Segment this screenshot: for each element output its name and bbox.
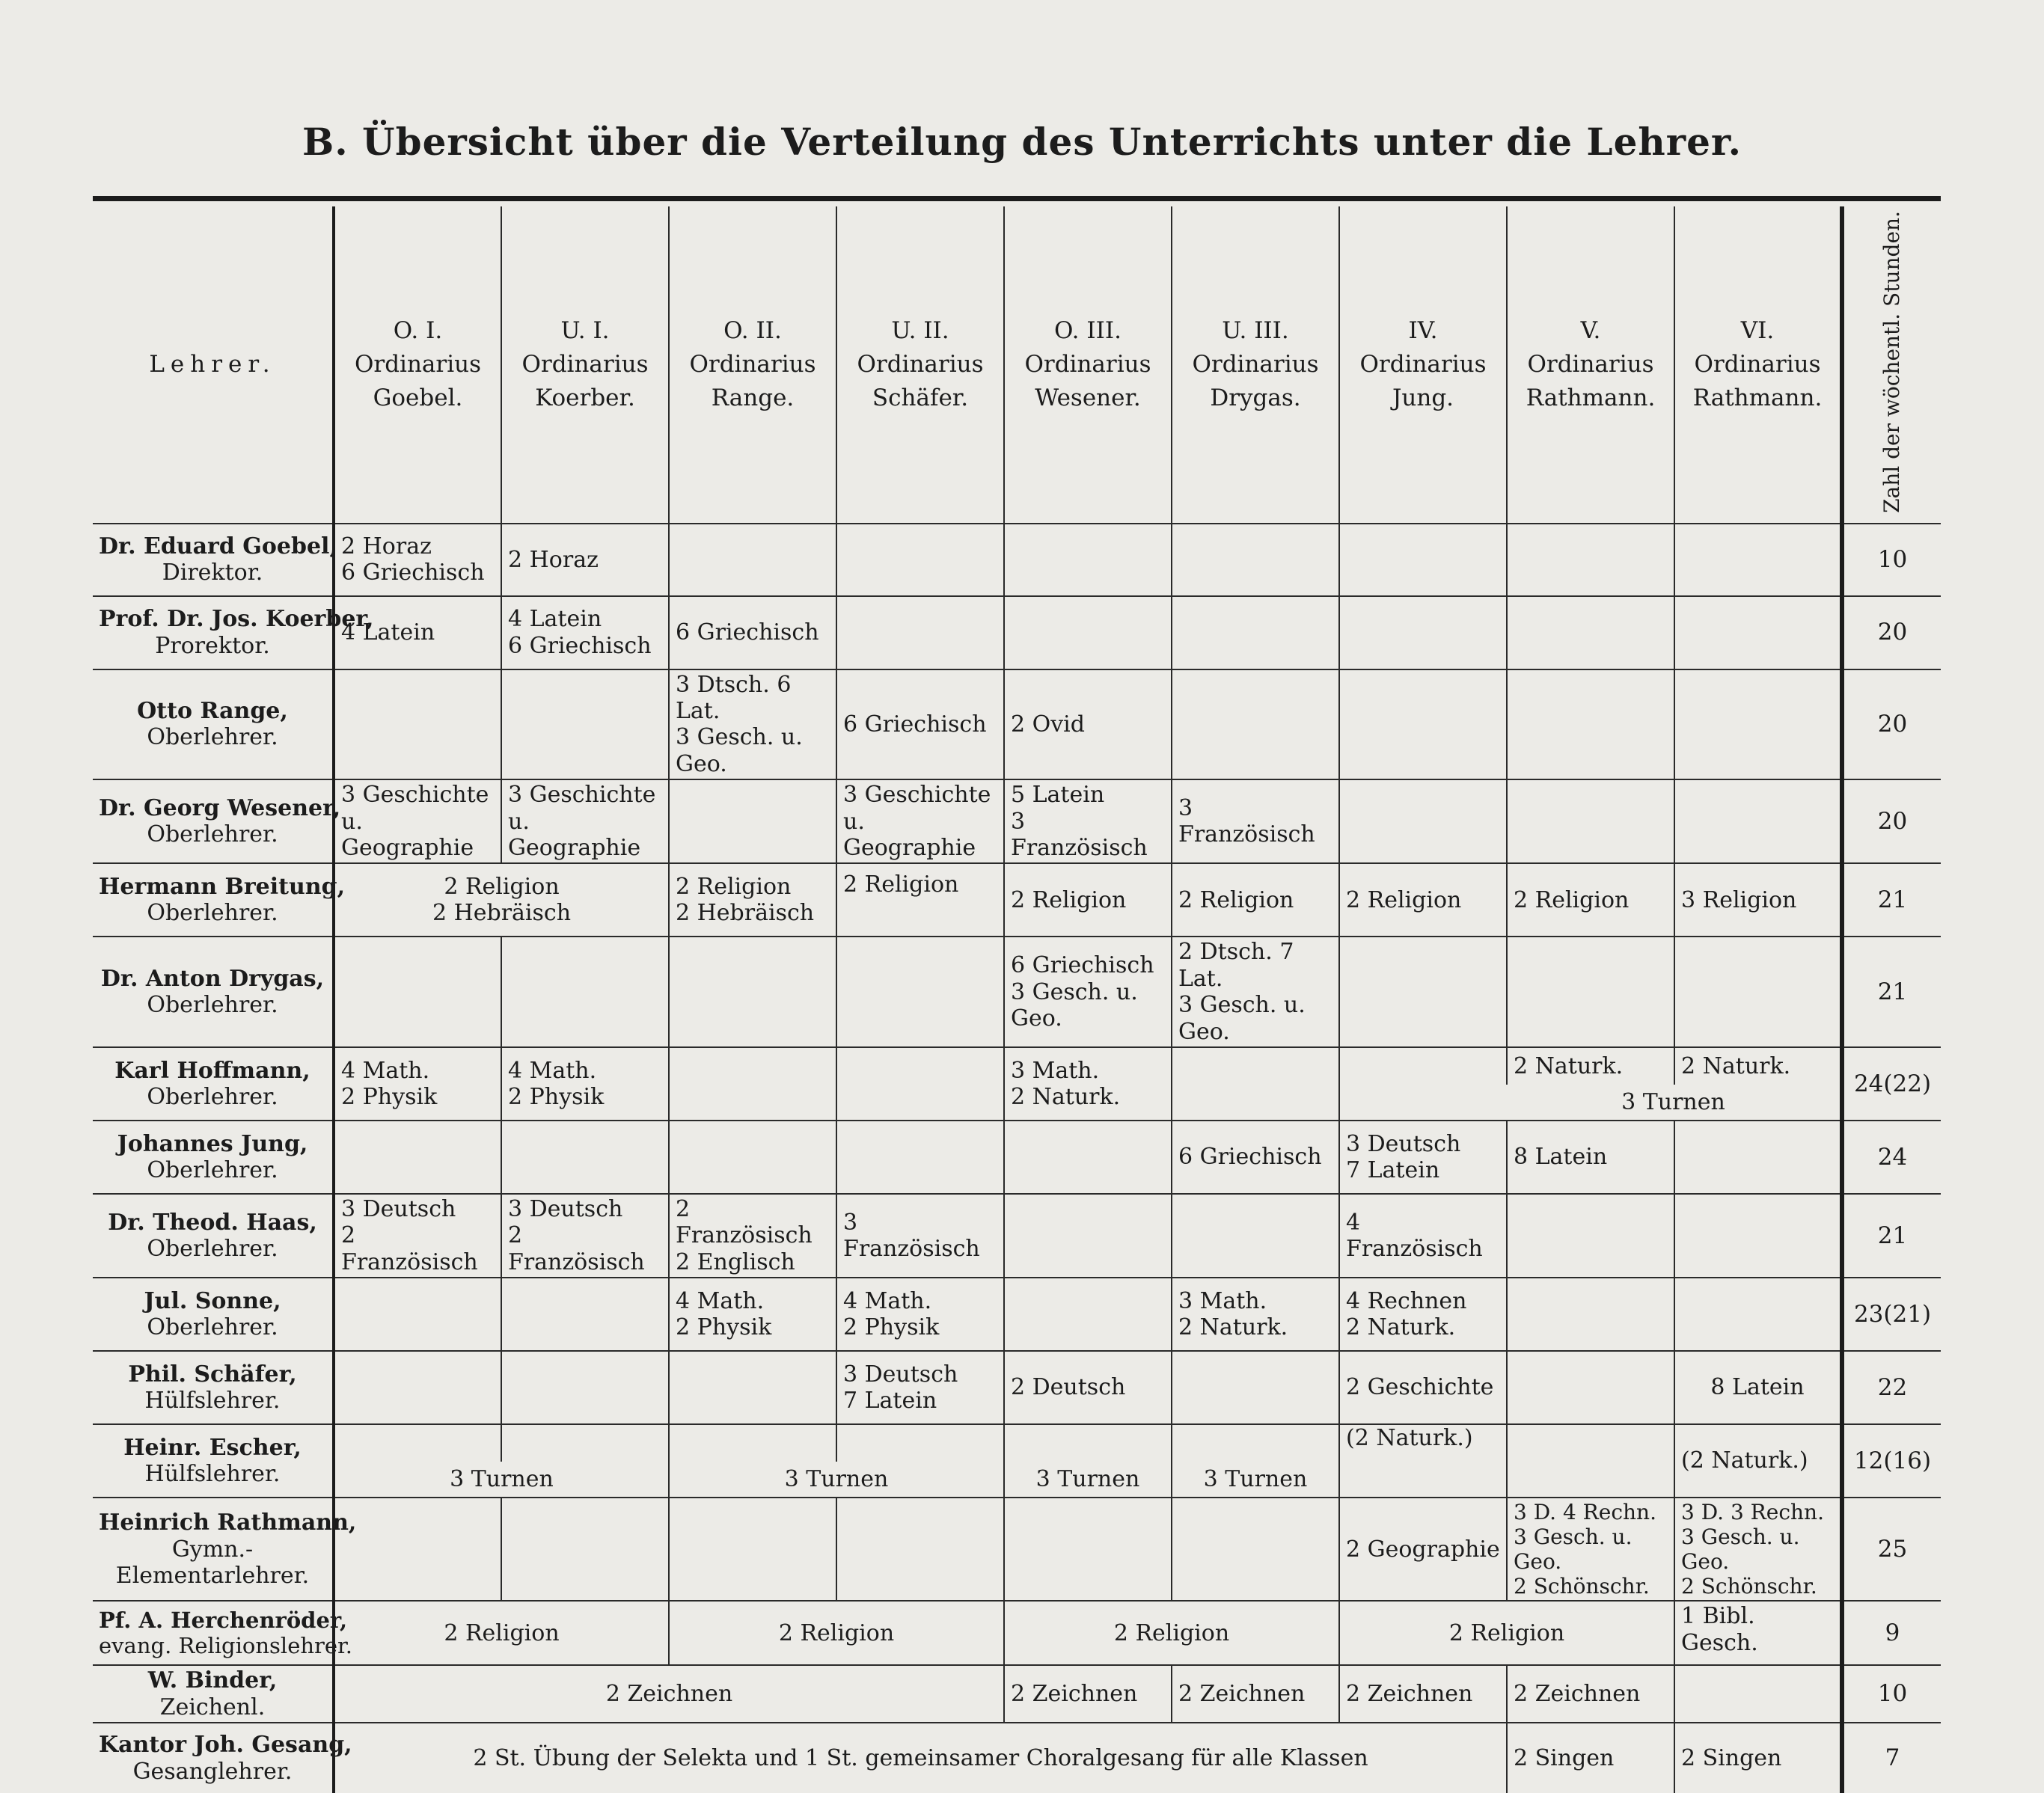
lesson-cell: 2 Deutsch (1004, 1351, 1172, 1424)
lesson-cell (1674, 596, 1842, 669)
lesson-cell (836, 1047, 1004, 1121)
class-header-u2: U. II. Ordinarius Schäfer. (836, 206, 1004, 524)
lesson-cell: 5 Latein 3 Französisch (1004, 779, 1172, 863)
lesson-cell: 3 Religion (1674, 863, 1842, 937)
lesson-cell (836, 524, 1004, 596)
class-header-o1: O. I. Ordinarius Goebel. (334, 206, 501, 524)
table-row (93, 1194, 1941, 1278)
lesson-cell (669, 524, 836, 596)
lesson-cell: 8 Latein (1507, 1121, 1674, 1194)
lesson-cell (1004, 1194, 1172, 1278)
lesson-cell (1339, 1047, 1507, 1121)
lesson-cell: 2 Naturk. (1674, 1047, 1842, 1085)
lesson-cell (1339, 669, 1507, 780)
total-hours: 20 (1842, 779, 1941, 863)
total-hours: 21 (1842, 937, 1941, 1047)
total-hours: 22 (1842, 1351, 1941, 1424)
total-hours: 24(22) (1842, 1047, 1941, 1121)
class-header-o3: O. III. Ordinarius Wesener. (1004, 206, 1172, 524)
table-row (93, 596, 1941, 669)
lesson-cell: 2 Religion (1339, 863, 1507, 937)
total-hours: 20 (1842, 596, 1941, 669)
lesson-cell (669, 937, 836, 1047)
table-row (93, 863, 1941, 937)
lesson-cell (1674, 779, 1842, 863)
lesson-cell (836, 1498, 1004, 1601)
teacher-cell: Dr. Theod. Haas, Oberlehrer. (93, 1194, 334, 1278)
lesson-cell: 3 Deutsch 2 Französisch (334, 1194, 501, 1278)
lesson-cell-span: 2 Religion (334, 1601, 669, 1665)
lesson-cell (1674, 1121, 1842, 1194)
lesson-cell-span: 2 Religion (1339, 1601, 1674, 1665)
lesson-cell (1507, 1351, 1674, 1424)
teacher-cell: Hermann Breitung, Oberlehrer. (93, 863, 334, 937)
lesson-cell (1172, 1424, 1339, 1462)
teacher-cell: Prof. Dr. Jos. Koerber, Prorektor. (93, 596, 334, 669)
lesson-cell (1172, 596, 1339, 669)
lesson-cell: 3 Deutsch 7 Latein (836, 1351, 1004, 1424)
table-row (93, 1498, 1941, 1601)
teacher-cell: Heinr. Escher, Hülfslehrer. (93, 1424, 334, 1498)
lesson-cell: 2 Horaz 6 Griechisch (334, 524, 501, 596)
lesson-cell (1339, 779, 1507, 863)
total-hours: 25 (1842, 1498, 1941, 1601)
lesson-cell (1507, 1278, 1674, 1351)
lesson-cell: 6 Griechisch (836, 669, 1004, 780)
lesson-cell (1674, 524, 1842, 596)
lesson-cell (1507, 937, 1674, 1047)
lesson-cell: 2 Geschichte (1339, 1351, 1507, 1424)
lesson-cell: 2 Zeichnen (1004, 1665, 1172, 1723)
lesson-cell: 2 Singen (1507, 1723, 1674, 1793)
lesson-cell: 3 D. 4 Rechn. 3 Gesch. u. Geo. 2 Schönschr. (1507, 1498, 1674, 1601)
lesson-cell (501, 1121, 669, 1194)
lesson-cell: 2 Religion (1172, 863, 1339, 937)
teaching-distribution-table (93, 206, 1941, 1793)
lesson-cell (334, 669, 501, 780)
total-hours: 23(21) (1842, 1278, 1941, 1351)
total-hours: 21 (1842, 1194, 1941, 1278)
teacher-cell: Dr. Anton Drygas, Oberlehrer. (93, 937, 334, 1047)
lesson-cell: 2 Religion (1507, 863, 1674, 937)
lesson-cell (1507, 524, 1674, 596)
class-header-iv: IV. Ordinarius Jung. (1339, 206, 1507, 524)
lesson-cell-span: 2 Religion (669, 1601, 1004, 1665)
teacher-cell: Johannes Jung, Oberlehrer. (93, 1121, 334, 1194)
lesson-cell: 3 D. 3 Rechn. 3 Gesch. u. Geo. 2 Schönschr. (1674, 1498, 1842, 1601)
lesson-cell (1172, 669, 1339, 780)
total-hours: 10 (1842, 524, 1941, 596)
table-row (93, 779, 1941, 863)
lesson-cell (334, 1424, 501, 1462)
page-title: B. Übersicht über die Verteilung des Unterrichts unter die Lehrer. (302, 120, 1742, 164)
table-row (93, 669, 1941, 780)
lesson-cell (1004, 1424, 1172, 1462)
teacher-cell: Heinrich Rathmann, Gymn.- Elementarlehrer. (93, 1498, 334, 1601)
teacher-cell: W. Binder, Zeichenl. (93, 1665, 334, 1723)
lesson-cell: 3 Math. 2 Naturk. (1172, 1278, 1339, 1351)
lesson-cell (1339, 524, 1507, 596)
lesson-cell: 3 Deutsch 7 Latein (1339, 1121, 1507, 1194)
table-row (93, 1723, 1941, 1793)
lesson-cell (836, 1121, 1004, 1194)
lesson-cell: 2 Geographie (1339, 1498, 1507, 1601)
teacher-cell: Otto Range, Oberlehrer. (93, 669, 334, 780)
lesson-cell (1507, 596, 1674, 669)
table-row (93, 1121, 1941, 1194)
lesson-cell (1004, 1121, 1172, 1194)
lesson-cell-span: 2 Religion 2 Hebräisch (334, 863, 669, 937)
teacher-cell: Dr. Eduard Goebel, Direktor. (93, 524, 334, 596)
lesson-cell (836, 1424, 1004, 1462)
lesson-cell: 6 Griechisch 3 Gesch. u. Geo. (1004, 937, 1172, 1047)
table-row (93, 1351, 1941, 1424)
lesson-cell: 3 Turnen (1172, 1462, 1339, 1498)
lesson-cell: 3 Französisch (836, 1194, 1004, 1278)
lesson-cell (501, 1278, 669, 1351)
lesson-cell (1674, 1665, 1842, 1723)
lesson-cell (334, 1121, 501, 1194)
lesson-cell-span: 2 St. Übung der Selekta und 1 St. gemeinsamer Choralgesang für alle Klassen (334, 1723, 1507, 1793)
total-hours: 20 (1842, 669, 1941, 780)
class-header-u1: U. I. Ordinarius Koerber. (501, 206, 669, 524)
table-row (93, 1424, 1941, 1462)
lesson-cell (669, 1047, 836, 1121)
lesson-cell: 2 Religion (836, 863, 1004, 937)
lesson-cell (334, 1351, 501, 1424)
lesson-cell: 4 Math. 2 Physik (501, 1047, 669, 1121)
lesson-cell: 2 Zeichnen (1507, 1665, 1674, 1723)
total-hours: 12(16) (1842, 1424, 1941, 1498)
teacher-cell: Dr. Georg Wesener, Oberlehrer. (93, 779, 334, 863)
class-header-u3: U. III. Ordinarius Drygas. (1172, 206, 1339, 524)
lesson-cell-span: 3 Turnen (334, 1462, 669, 1498)
lesson-cell: 2 Dtsch. 7 Lat. 3 Gesch. u. Geo. (1172, 937, 1339, 1047)
lesson-cell (1172, 524, 1339, 596)
class-header-vi: VI. Ordinarius Rathmann. (1674, 206, 1842, 524)
lesson-cell: 3 Geschichte u. Geographie (334, 779, 501, 863)
lesson-cell (669, 1498, 836, 1601)
teacher-cell: Kantor Joh. Gesang, Gesanglehrer. (93, 1723, 334, 1793)
lesson-cell (1507, 779, 1674, 863)
lesson-cell: 2 Religion 2 Hebräisch (669, 863, 836, 937)
lesson-cell (501, 669, 669, 780)
lesson-cell (836, 596, 1004, 669)
lesson-cell (1004, 596, 1172, 669)
lesson-cell (669, 1351, 836, 1424)
lesson-cell (1674, 1278, 1842, 1351)
lesson-cell (501, 937, 669, 1047)
top-rule (93, 196, 1941, 201)
teacher-cell: Pf. A. Herchenröder, evang. Religionslehrer. (93, 1601, 334, 1665)
lesson-cell (669, 1424, 836, 1462)
lesson-cell (1674, 669, 1842, 780)
lesson-cell: 4 Rechnen 2 Naturk. (1339, 1278, 1507, 1351)
total-hours: 7 (1842, 1723, 1941, 1793)
lesson-cell: 4 Latein (334, 596, 501, 669)
lesson-cell (334, 1498, 501, 1601)
total-hours: 9 (1842, 1601, 1941, 1665)
table-row (93, 1047, 1941, 1085)
header-row (93, 206, 1941, 524)
lesson-cell: (2 Naturk.) (1339, 1424, 1507, 1498)
class-header-o2: O. II. Ordinarius Range. (669, 206, 836, 524)
lesson-cell: 2 Naturk. (1507, 1047, 1674, 1085)
lesson-cell-span: 2 Zeichnen (334, 1665, 1004, 1723)
lesson-cell: 3 Deutsch 2 Französisch (501, 1194, 669, 1278)
class-header-v: V. Ordinarius Rathmann. (1507, 206, 1674, 524)
lesson-cell (836, 937, 1004, 1047)
lesson-cell (1004, 524, 1172, 596)
lesson-cell: 2 Horaz (501, 524, 669, 596)
lesson-cell: 4 Math. 2 Physik (334, 1047, 501, 1121)
table-row (93, 1601, 1941, 1665)
lesson-cell (334, 1278, 501, 1351)
total-hours: 24 (1842, 1121, 1941, 1194)
lesson-cell: 4 Französisch (1339, 1194, 1507, 1278)
table-row (93, 937, 1941, 1047)
lesson-cell: 2 Religion (1004, 863, 1172, 937)
lesson-cell (1172, 1351, 1339, 1424)
lesson-cell (1507, 1424, 1674, 1498)
lesson-cell: 2 Singen (1674, 1723, 1842, 1793)
lesson-cell (501, 1351, 669, 1424)
lesson-cell (1004, 1278, 1172, 1351)
lesson-cell: 4 Latein 6 Griechisch (501, 596, 669, 669)
lesson-cell-span: 3 Turnen (669, 1462, 1004, 1498)
lesson-cell-span: 2 Religion (1004, 1601, 1339, 1665)
lesson-cell (1507, 669, 1674, 780)
lesson-cell (334, 937, 501, 1047)
teacher-column-header: Lehrer. (93, 206, 334, 524)
teacher-cell: Phil. Schäfer, Hülfslehrer. (93, 1351, 334, 1424)
lesson-cell: 6 Griechisch (1172, 1121, 1339, 1194)
lesson-cell (1172, 1194, 1339, 1278)
lesson-cell: 3 Geschichte u. Geographie (836, 779, 1004, 863)
lesson-cell-span: 3 Turnen (1507, 1085, 1842, 1121)
lesson-cell: 3 Französisch (1172, 779, 1339, 863)
lesson-cell: 3 Turnen (1004, 1462, 1172, 1498)
lesson-cell (501, 1424, 669, 1462)
lesson-cell: 2 Zeichnen (1339, 1665, 1507, 1723)
lesson-cell: 4 Math. 2 Physik (669, 1278, 836, 1351)
total-hours: 10 (1842, 1665, 1941, 1723)
lesson-cell (1339, 596, 1507, 669)
lesson-cell: 3 Dtsch. 6 Lat. 3 Gesch. u. Geo. (669, 669, 836, 780)
lesson-cell: 8 Latein (1674, 1351, 1842, 1424)
table-row (93, 1278, 1941, 1351)
total-hours: 21 (1842, 863, 1941, 937)
lesson-cell (1674, 1194, 1842, 1278)
total-hours-header: Zahl der wöchentl. Stunden. (1842, 206, 1941, 524)
lesson-cell (669, 779, 836, 863)
lesson-cell: (2 Naturk.) (1674, 1424, 1842, 1498)
teacher-cell: Karl Hoffmann, Oberlehrer. (93, 1047, 334, 1121)
teacher-cell: Jul. Sonne, Oberlehrer. (93, 1278, 334, 1351)
lesson-cell: 2 Ovid (1004, 669, 1172, 780)
lesson-cell (1339, 937, 1507, 1047)
lesson-cell: 2 Französisch 2 Englisch (669, 1194, 836, 1278)
lesson-cell (501, 1498, 669, 1601)
table-row (93, 1665, 1941, 1723)
lesson-cell (1172, 1498, 1339, 1601)
lesson-cell (669, 1121, 836, 1194)
lesson-cell (1004, 1498, 1172, 1601)
lesson-cell (1172, 1047, 1339, 1121)
lesson-cell: 6 Griechisch (669, 596, 836, 669)
lesson-cell: 1 Bibl. Gesch. (1674, 1601, 1842, 1665)
lesson-cell (1507, 1194, 1674, 1278)
lesson-cell (1674, 937, 1842, 1047)
lesson-cell: 2 Zeichnen (1172, 1665, 1339, 1723)
lesson-cell: 3 Math. 2 Naturk. (1004, 1047, 1172, 1121)
lesson-cell: 4 Math. 2 Physik (836, 1278, 1004, 1351)
table-row (93, 524, 1941, 596)
lesson-cell: 3 Geschichte u. Geographie (501, 779, 669, 863)
